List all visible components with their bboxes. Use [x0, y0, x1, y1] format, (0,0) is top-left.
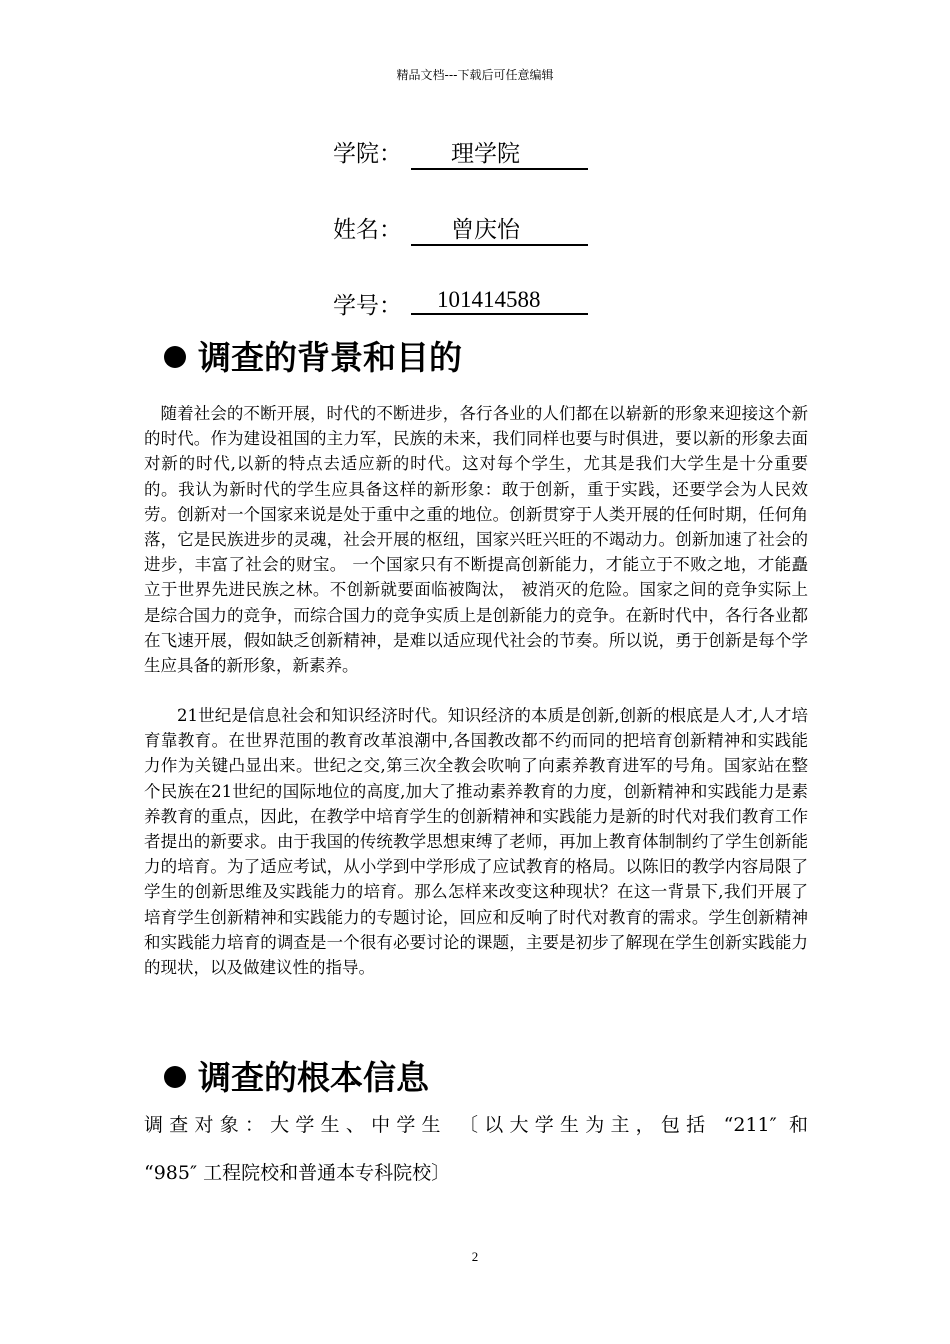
student-id-value: 101414588 — [411, 287, 588, 315]
section-heading-background-text: 调查的背景和目的 — [198, 338, 462, 377]
name-label: 姓名： — [333, 217, 402, 243]
section-heading-background — [164, 332, 462, 379]
college-label: 学院： — [333, 141, 402, 167]
survey-subjects-line-2: “985″ 工程院校和普通本专科院校〕 — [144, 1162, 451, 1184]
bullet-icon — [164, 1066, 186, 1088]
background-paragraph-2: 21世纪是信息社会和知识经济时代。知识经济的本质是创新,创新的根底是人才,人才培育靠教育。在世界范围的教育改革浪潮中,各国教改都不约而同的把培育创新精神和实践能力作为关键凸显出来。世纪之交,第三次全教会吹响了向素养教育进军的号角。国家站在整个民族在21世纪的国际地位的高度,加大了推动素养教育的力度，创新精神和实践能力是素养教育的重点，因此，在教学中培育学生的创新精神和实践能力是新的时代对我们教育工作者提出的新要求。由于我国的传统教学思想束缚了老师，再加上教育体制制约了学生创新能力的培育。为了适应考试，从小学到中学形成了应试教育的格局。以陈旧的教学内容局限了学生的创新思维及实践能力的培育。那么怎样来改变这种现状？在这一背景下,我们开展了培育学生创新精神和实践能力的专题讨论，回应和反响了时代对教育的需求。学生创新精神和实践能力培育的调查是一个很有必要讨论的课题，主要是初步了解现在学生创新实践能力的现状，以及做建议性的指导。 — [144, 706, 808, 978]
section-heading-basic-info — [164, 1052, 429, 1099]
college-row — [333, 135, 520, 171]
section-heading-basic-info-text: 调查的根本信息 — [198, 1058, 429, 1097]
header-note: 精品文档---下载后可任意编辑 — [396, 68, 554, 82]
name-row — [333, 211, 520, 247]
college-value: 理学院 — [411, 135, 588, 170]
page-number: 2 — [471, 1249, 479, 1264]
name-value: 曾庆怡 — [411, 211, 588, 246]
student-id-row — [333, 287, 541, 323]
bullet-icon — [164, 346, 186, 368]
background-paragraph-1: 随着社会的不断开展，时代的不断进步，各行各业的人们都在以崭新的形象来迎接这个新的时代。作为建设祖国的主力军，民族的未来，我们同样也要与时俱进，要以新的形象去面对新的时代,以新的特点去适应新的时代。这对每个学生，尤其是我们大学生是十分重要的。我认为新时代的学生应具备这样的新形象：敢于创新，重于实践，还要学会为人民效劳。创新对一个国家来说是处于重中之重的地位。创新贯穿于人类开展的任何时期，任何角落，它是民族进步的灵魂，社会开展的枢纽，国家兴旺兴旺的不竭动力。创新加速了社会的进步，丰富了社会的财宝。 一个国家只有不断提高创新能力，才能立于不败之地，才能矗立于世界先进民族之林。不创新就要面临被陶汰， 被消灭的危险。国家之间的竞争实际上是综合国力的竞争，而综合国力的竞争实质上是创新能力的竞争。在新时代中，各行各业都在飞速开展，假如缺乏创新精神，是难以适应现代社会的节奏。所以说，勇于创新是每个学生应具备的新形象，新素养。 — [144, 404, 808, 676]
survey-subjects-line-1: 调查对象：大学生、中学生 〔以大学生为主，包括 “211″ 和 — [144, 1114, 808, 1136]
student-id-label: 学号： — [333, 293, 402, 319]
